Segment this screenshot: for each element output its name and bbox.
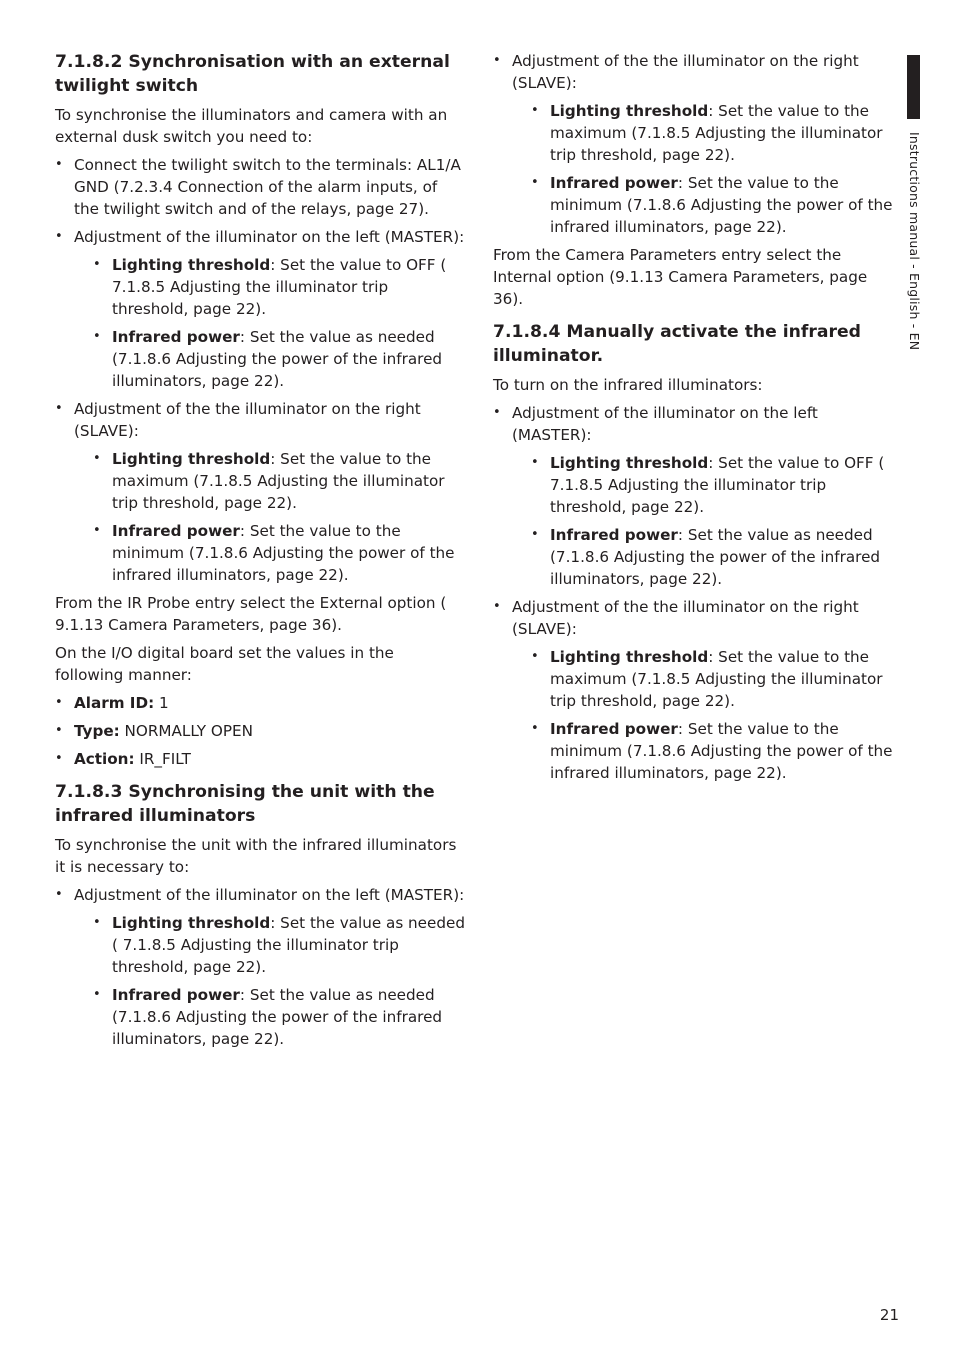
list-item: [55, 154, 465, 220]
paragraph: To turn on the infrared illuminators:: [493, 376, 763, 394]
term-label: Infrared power: [112, 986, 240, 1004]
sub-list: [512, 646, 901, 784]
term-text: : Set the value as needed (7.1.8.6 Adjusting the power of the infrared illuminators, page 22).: [112, 328, 443, 390]
left-column: [55, 50, 465, 1056]
term-label: Lighting threshold: [550, 454, 709, 472]
sub-list: [74, 448, 465, 586]
sub-list-item: [74, 448, 465, 514]
term-text: : Set the value to the maximum (7.1.8.5 Adjusting the illuminator trip threshold, page 22).: [550, 648, 883, 710]
bullet-list: [493, 402, 901, 784]
list-item-text: Adjustment of the illuminator on the left (MASTER):: [74, 228, 465, 246]
sub-list-item: [512, 452, 901, 518]
term-label: Infrared power: [550, 720, 678, 738]
list-item: [55, 720, 465, 742]
list-item-text: Adjustment of the the illuminator on the right (SLAVE):: [74, 400, 421, 440]
right-column: [493, 50, 901, 790]
side-tab-marker: [907, 55, 920, 119]
sub-list-item: [512, 172, 901, 238]
page-number: 21: [879, 1306, 899, 1324]
list-item-text: Adjustment of the the illuminator on the right (SLAVE):: [512, 598, 859, 638]
term-text: : Set the value as needed (7.1.8.6 Adjusting the power of the infrared illuminators, page 22).: [112, 986, 443, 1048]
list-item: [55, 748, 465, 770]
list-item-text: Connect the twilight switch to the terminals: AL1/A GND (7.2.3.4 Connection of the alarm inputs, of the twilight switch and of the relays, page 27).: [74, 156, 461, 218]
term-label: Lighting threshold: [112, 450, 271, 468]
paragraph: On the I/O digital board set the values in the following manner:: [55, 644, 394, 684]
list-item-text: Adjustment of the illuminator on the left (MASTER):: [512, 404, 818, 444]
list-item: [493, 50, 901, 238]
term-label: Lighting threshold: [550, 102, 709, 120]
sub-list-item: [512, 100, 901, 166]
setting-value: NORMALLY OPEN: [119, 722, 253, 740]
sub-list-item: [512, 646, 901, 712]
sub-list-item: [74, 254, 465, 320]
sub-list-item: [74, 326, 465, 392]
paragraph: From the IR Probe entry select the External option ( 9.1.13 Camera Parameters, page 36).: [55, 594, 447, 634]
sub-list-item: [74, 984, 465, 1050]
list-item: [55, 398, 465, 586]
section-heading-7-1-8-2: 7.1.8.2 Synchronisation with an external twilight switch: [55, 52, 450, 96]
sub-list: [74, 254, 465, 392]
paragraph: To synchronise the unit with the infrared illuminators it is necessary to:: [55, 836, 457, 876]
setting-value: 1: [154, 694, 169, 712]
setting-label: Alarm ID:: [74, 694, 155, 712]
term-text: : Set the value to the minimum (7.1.8.6 Adjusting the power of the infrared illuminators, page 22).: [550, 720, 893, 782]
sub-list-item: [74, 520, 465, 586]
term-label: Infrared power: [112, 328, 240, 346]
setting-value: IR_FILT: [134, 750, 191, 768]
term-text: : Set the value to the minimum (7.1.8.6 Adjusting the power of the infrared illuminators, page 22).: [550, 174, 893, 236]
setting-label: Type:: [74, 722, 120, 740]
sub-list-item: [512, 718, 901, 784]
sub-list-item: [512, 524, 901, 590]
bullet-list: [55, 154, 465, 586]
sub-list: [512, 452, 901, 590]
term-label: Lighting threshold: [112, 914, 271, 932]
term-text: : Set the value as needed (7.1.8.6 Adjusting the power of the infrared illuminators, page 22).: [550, 526, 881, 588]
term-label: Infrared power: [550, 174, 678, 192]
section-heading-7-1-8-4: 7.1.8.4 Manually activate the infrared illuminator.: [493, 322, 861, 366]
list-item: [493, 596, 901, 784]
list-item: [55, 226, 465, 392]
sub-list: [512, 100, 901, 238]
bullet-list: [493, 50, 901, 238]
term-text: : Set the value to the maximum (7.1.8.5 Adjusting the illuminator trip threshold, page 22).: [112, 450, 445, 512]
list-item: [55, 692, 465, 714]
term-text: : Set the value to OFF ( 7.1.8.5 Adjusting the illuminator trip threshold, page 22).: [550, 454, 885, 516]
paragraph: To synchronise the illuminators and camera with an external dusk switch you need to:: [55, 106, 448, 146]
list-item-text: Adjustment of the the illuminator on the right (SLAVE):: [512, 52, 859, 92]
term-label: Lighting threshold: [112, 256, 271, 274]
term-text: : Set the value as needed ( 7.1.8.5 Adjusting the illuminator trip threshold, page 22).: [112, 914, 465, 976]
term-text: : Set the value to the maximum (7.1.8.5 Adjusting the illuminator trip threshold, page 22).: [550, 102, 883, 164]
sub-list-item: [74, 912, 465, 978]
section-heading-7-1-8-3: 7.1.8.3 Synchronising the unit with the infrared illuminators: [55, 782, 435, 826]
paragraph: From the Camera Parameters entry select the Internal option (9.1.13 Camera Parameters, page 36).: [493, 246, 868, 308]
io-settings-list: [55, 692, 465, 770]
side-label: Instructions manual - English - EN: [907, 132, 922, 351]
term-label: Infrared power: [550, 526, 678, 544]
list-item-text: Adjustment of the illuminator on the left (MASTER):: [74, 886, 465, 904]
setting-label: Action:: [74, 750, 135, 768]
sub-list: [74, 912, 465, 1050]
term-text: : Set the value to the minimum (7.1.8.6 Adjusting the power of the infrared illuminators, page 22).: [112, 522, 455, 584]
list-item: [493, 402, 901, 590]
term-label: Lighting threshold: [550, 648, 709, 666]
term-text: : Set the value to OFF ( 7.1.8.5 Adjusting the illuminator trip threshold, page 22).: [112, 256, 447, 318]
term-label: Infrared power: [112, 522, 240, 540]
bullet-list: [55, 884, 465, 1050]
list-item: [55, 884, 465, 1050]
